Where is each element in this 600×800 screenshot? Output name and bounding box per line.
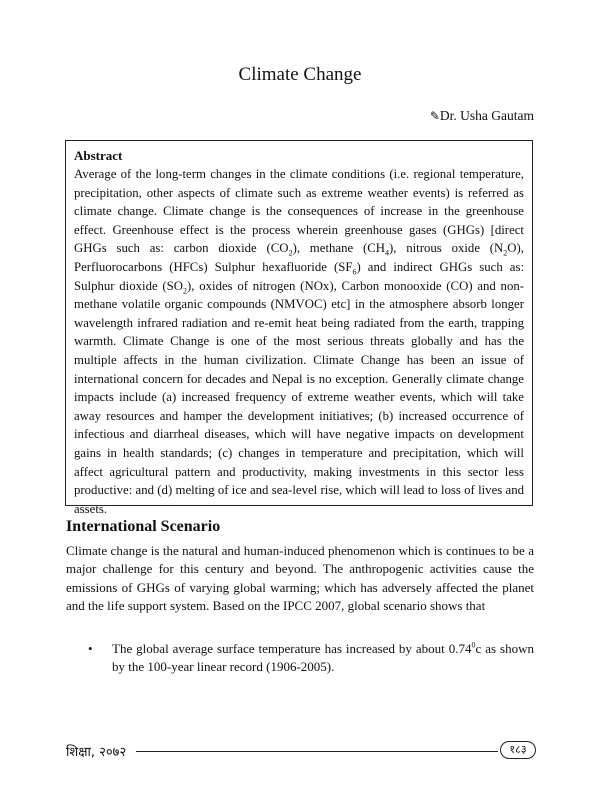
bullet-text xyxy=(112,640,534,677)
superscript: 0 xyxy=(471,640,476,650)
article-title: Climate Change xyxy=(238,64,362,85)
abstract-text: ) and indirect GHGs such as: Sulphur dioxide (SO xyxy=(74,259,525,293)
abstract-text: O), Perfluorocarbons (HFCs) Sulphur hexafluoride (SF xyxy=(74,241,524,274)
author-name: Dr. Usha Gautam xyxy=(439,108,534,123)
bullet-list xyxy=(66,640,534,677)
journal-name: शिक्षा, २०७२ xyxy=(66,745,127,760)
subscript: 6 xyxy=(352,267,357,277)
abstract-text: ), methane (CH xyxy=(292,241,385,256)
section-heading: International Scenario xyxy=(66,518,221,535)
list-item xyxy=(66,640,534,677)
page-footer xyxy=(66,740,536,762)
abstract-text: ), nitrous oxide (N xyxy=(388,241,504,256)
pen-icon: ✎ xyxy=(429,109,440,123)
bullet-text-part: The global average surface temperature has increased by about 0.74 xyxy=(112,641,472,656)
page-number: १८३ xyxy=(500,741,536,759)
subscript: 4 xyxy=(384,248,389,258)
author-line xyxy=(430,108,534,124)
abstract-text: Average of the long-term changes in the climate conditions (i.e. regional temperature, precipitation, other aspects of climate such as extreme weather events) is referred as climate change. Climate change is the consequences of increase in the greenhouse effect. Greenhouse effect is the process wherein greenhouse gases (GHGs) [direct GHGs such as: carbon dioxide (CO xyxy=(74,167,524,256)
bullet-marker: • xyxy=(88,641,93,656)
abstract-heading: Abstract xyxy=(74,148,123,163)
subscript: 2 xyxy=(183,286,188,296)
subscript: 2 xyxy=(503,248,508,258)
footer-rule xyxy=(136,751,498,752)
bullet-text-part: c as shown by the 100-year linear record (1906-2005). xyxy=(112,641,535,675)
section-body: Climate change is the natural and human-induced phenomenon which is continues to be a major challenge for this century and beyond. The anthropogenic activities cause the emissions of GHGs of varying global warming; which has adversely affected the planet and the life support system. Based on the IPCC 2007, global scenario shows that xyxy=(66,543,534,614)
subscript: 2 xyxy=(288,248,293,258)
abstract-body xyxy=(74,165,524,518)
abstract-box xyxy=(65,140,533,516)
abstract-text: ), oxides of nitrogen (NOx), Carbon monooxide (CO) and non-methane volatile organic compounds (NMVOC) etc] in the atmosphere absorb longer wavelength infrared radiation and re-emit heat being radiated from the earth, trapping warmth. Climate Change is one of the most serious threats globally and has the multiple affects in the human civilization. Climate Change has been an issue of international concern for decades and Nepal is no exception. Generally climate change impacts include (a) increased frequency of extreme weather events, which will take away resources and hamper the development initiatives; (b) increased occurrence of infectious and diarrheal diseases, which will have negative impacts on development gains in health standards; (c) changes in temperature and precipitation, which will affect agricultural pattern and productivity, making investments in this sector less productive: and (d) melting of ice and sea-level rise, which will lead to loss of lives and assets. xyxy=(74,278,524,516)
